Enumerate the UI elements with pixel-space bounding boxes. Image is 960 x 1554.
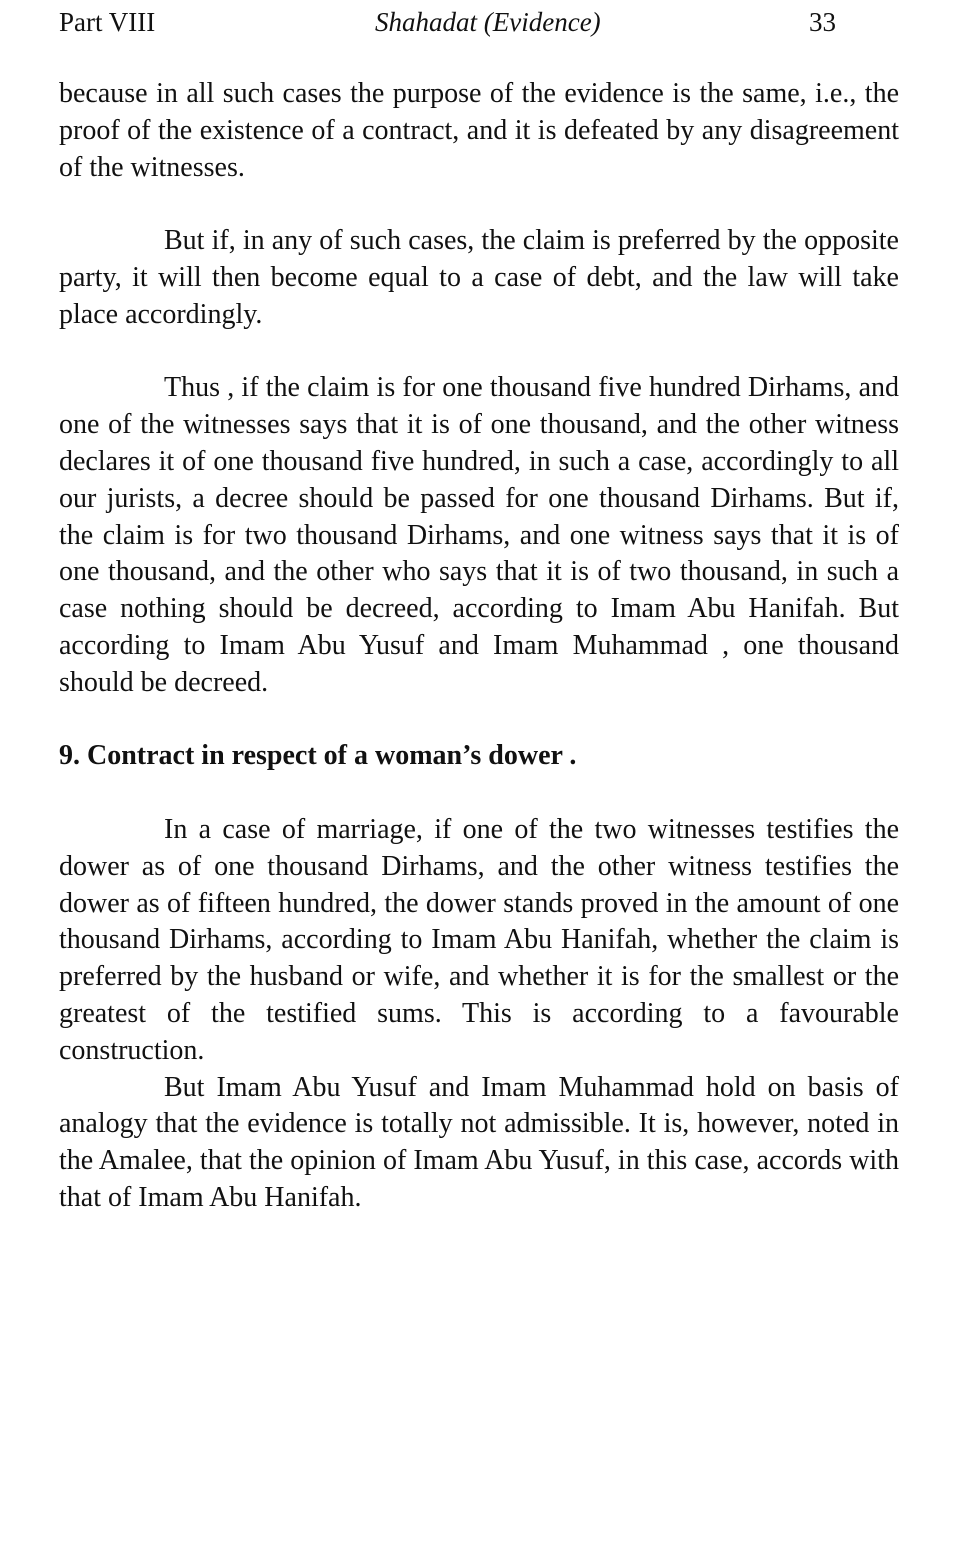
document-page [59,0,899,1213]
body-text [59,76,899,1217]
header-title: Shahadat (Evidence) [375,7,601,37]
page-number: 33 [809,7,836,37]
paragraph-marriage-dower: In a case of marriage, if one of the two witnesses testifies the dower as of one thousand Dirhams, and the other witness testifies the dower as of fifteen hundred, the dower stands proved in the amount of one thousand Dirhams, according to Imam Abu Hanifah, whether the claim is preferred by the husband or wife, and whether it is for the smallest or the greatest of the testified sums. This is according to a favourable construction. [59,813,899,1066]
section-heading: 9. Contract in respect of a woman’s dower . [59,740,577,772]
header-part: Part VIII [59,7,156,37]
paragraph-claim-example: Thus , if the claim is for one thousand five hundred Dirhams, and one of the witnesses says that it is of one thousand, and the other witness declares it of one thousand five hundred, in such a case, accordingly to all our jurists, a decree should be passed for one thousand Dirhams. But if, the claim is for two thousand Dirhams, and one witness says that it is of one thousand, and the other who says that it is of two thousand, in such a case nothing should be decreed, according to Imam Abu Hanifah. But according to Imam Abu Yusuf and Imam Muhammad , one thousand should be decreed. [59,372,899,698]
paragraph-opposite-party: But if, in any of such cases, the claim is preferred by the opposite party, it will then become equal to a case of debt, and the law will take place accordingly. [59,225,899,330]
paragraph-analogy: But Imam Abu Yusuf and Imam Muhammad hold on basis of analogy that the evidence is totally not admissible. It is, however, noted in the Amalee, that the opinion of Imam Abu Yusuf, in this case, accords with that of Imam Abu Hanifah. [59,1071,899,1213]
paragraph-continuation: because in all such cases the purpose of the evidence is the same, i.e., the proof of the existence of a contract, and it is defeated by any disagreement of the witnesses. [59,78,899,183]
running-header [59,0,899,40]
